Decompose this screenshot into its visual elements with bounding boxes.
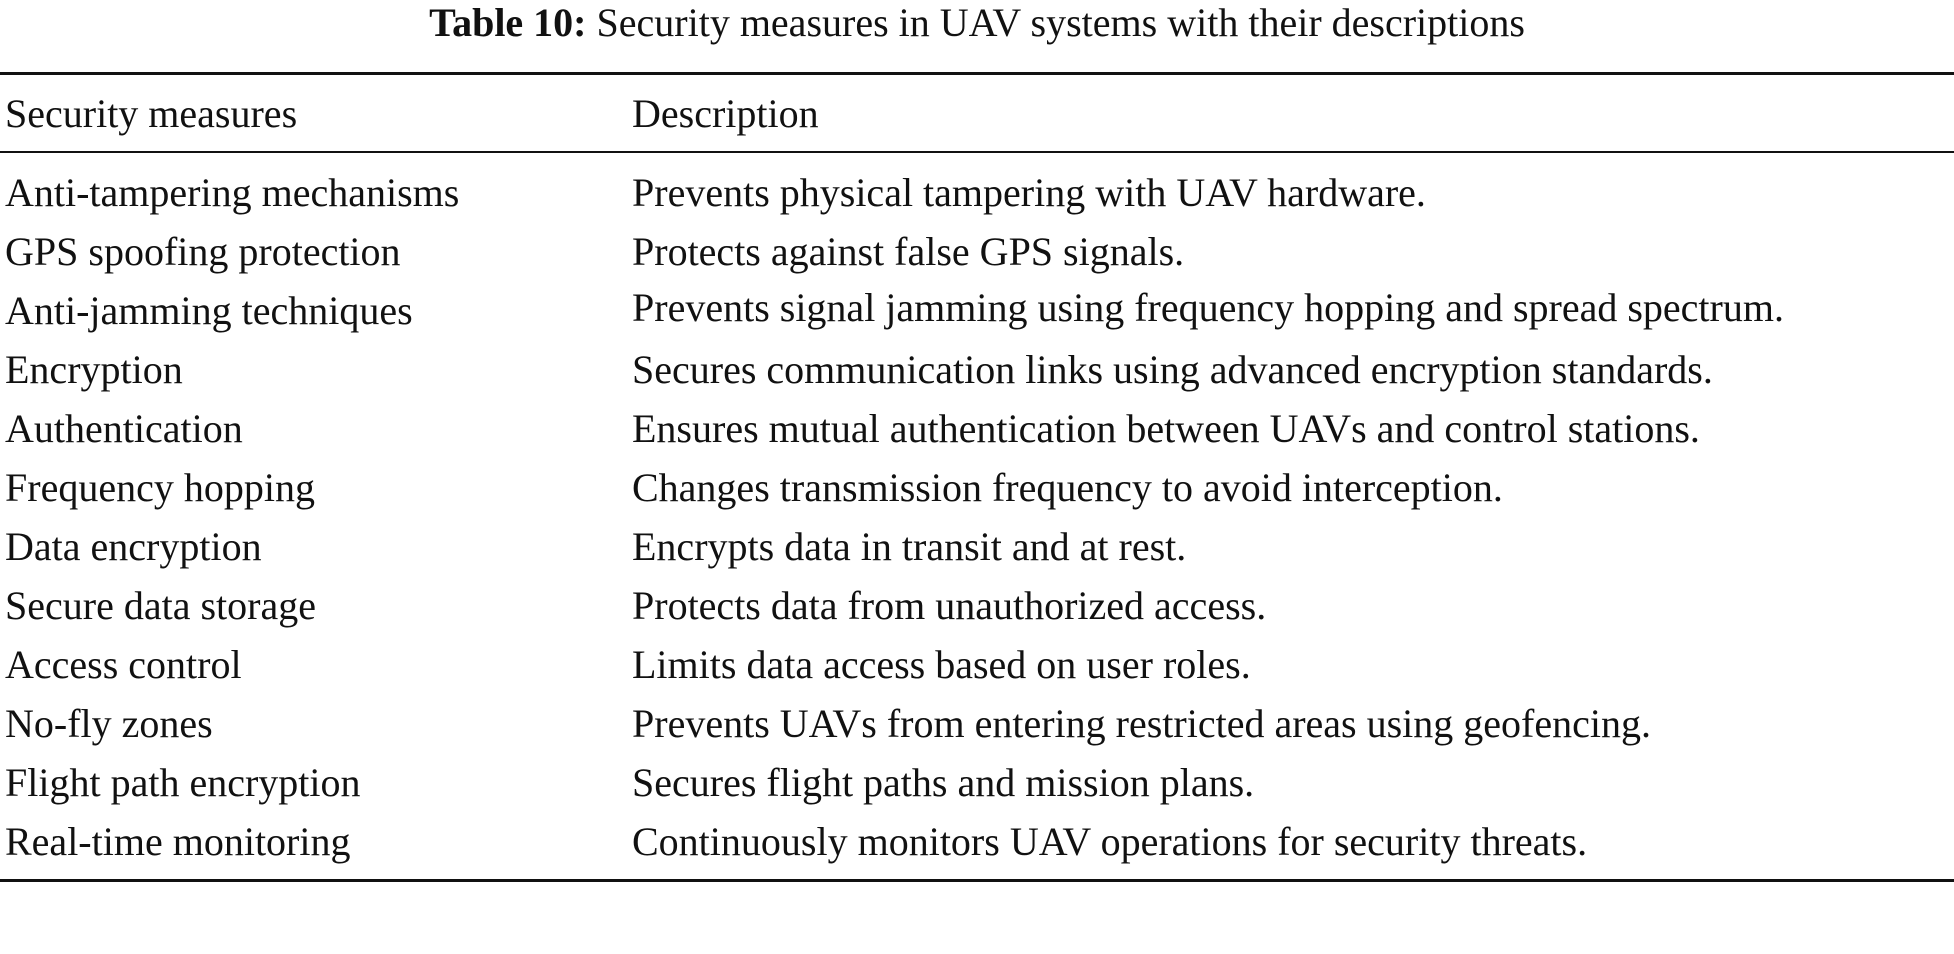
table-row	[0, 753, 1954, 812]
description-cell: Secures communication links using advanced encryption standards.	[632, 347, 1713, 392]
table-row	[0, 635, 1954, 694]
description-cell: Encrypts data in transit and at rest.	[632, 524, 1187, 569]
table-row	[0, 399, 1954, 458]
header-description: Description	[632, 90, 819, 136]
table-row	[0, 812, 1954, 871]
table-body	[0, 153, 1954, 879]
table-caption	[0, 0, 1954, 46]
description-cell: Continuously monitors UAV operations for security threats.	[632, 819, 1588, 864]
measure-cell: Anti-tampering mechanisms	[5, 170, 460, 215]
measure-cell: Frequency hopping	[5, 465, 315, 510]
measure-cell: Real-time monitoring	[5, 819, 351, 864]
table-row	[0, 222, 1954, 281]
measure-cell: Authentication	[5, 406, 243, 451]
measure-cell: Data encryption	[5, 524, 262, 569]
description-cell: Limits data access based on user roles.	[632, 642, 1251, 687]
measure-cell: No-fly zones	[5, 701, 213, 746]
security-measures-table	[0, 72, 1954, 882]
table-header-row	[0, 75, 1954, 151]
caption-text: Security measures in UAV systems with their descriptions	[596, 0, 1525, 45]
measure-cell: Anti-jamming techniques	[5, 288, 413, 333]
measure-cell: Access control	[5, 642, 242, 687]
table-row	[0, 576, 1954, 635]
table-row	[0, 281, 1954, 340]
measure-cell: Encryption	[5, 347, 183, 392]
description-cell: Prevents UAVs from entering restricted areas using geofencing.	[632, 701, 1651, 746]
bottom-rule	[0, 879, 1954, 882]
table-row	[0, 458, 1954, 517]
caption-label: Table 10:	[429, 0, 587, 45]
measure-cell: GPS spoofing protection	[5, 229, 401, 274]
header-security-measures: Security measures	[5, 90, 298, 136]
description-cell: Ensures mutual authentication between UAVs and control stations.	[632, 406, 1700, 451]
description-cell: Protects against false GPS signals.	[632, 229, 1185, 274]
description-cell: Secures flight paths and mission plans.	[632, 760, 1255, 805]
description-cell: Prevents signal jamming using frequency hopping and spread spectrum.	[632, 285, 1784, 330]
description-cell: Prevents physical tampering with UAV hardware.	[632, 170, 1426, 215]
description-cell: Changes transmission frequency to avoid interception.	[632, 465, 1503, 510]
table-row	[0, 694, 1954, 753]
table-row	[0, 340, 1954, 399]
measure-cell: Flight path encryption	[5, 760, 361, 805]
table-row	[0, 163, 1954, 222]
measure-cell: Secure data storage	[5, 583, 316, 628]
table-row	[0, 517, 1954, 576]
description-cell: Protects data from unauthorized access.	[632, 583, 1267, 628]
